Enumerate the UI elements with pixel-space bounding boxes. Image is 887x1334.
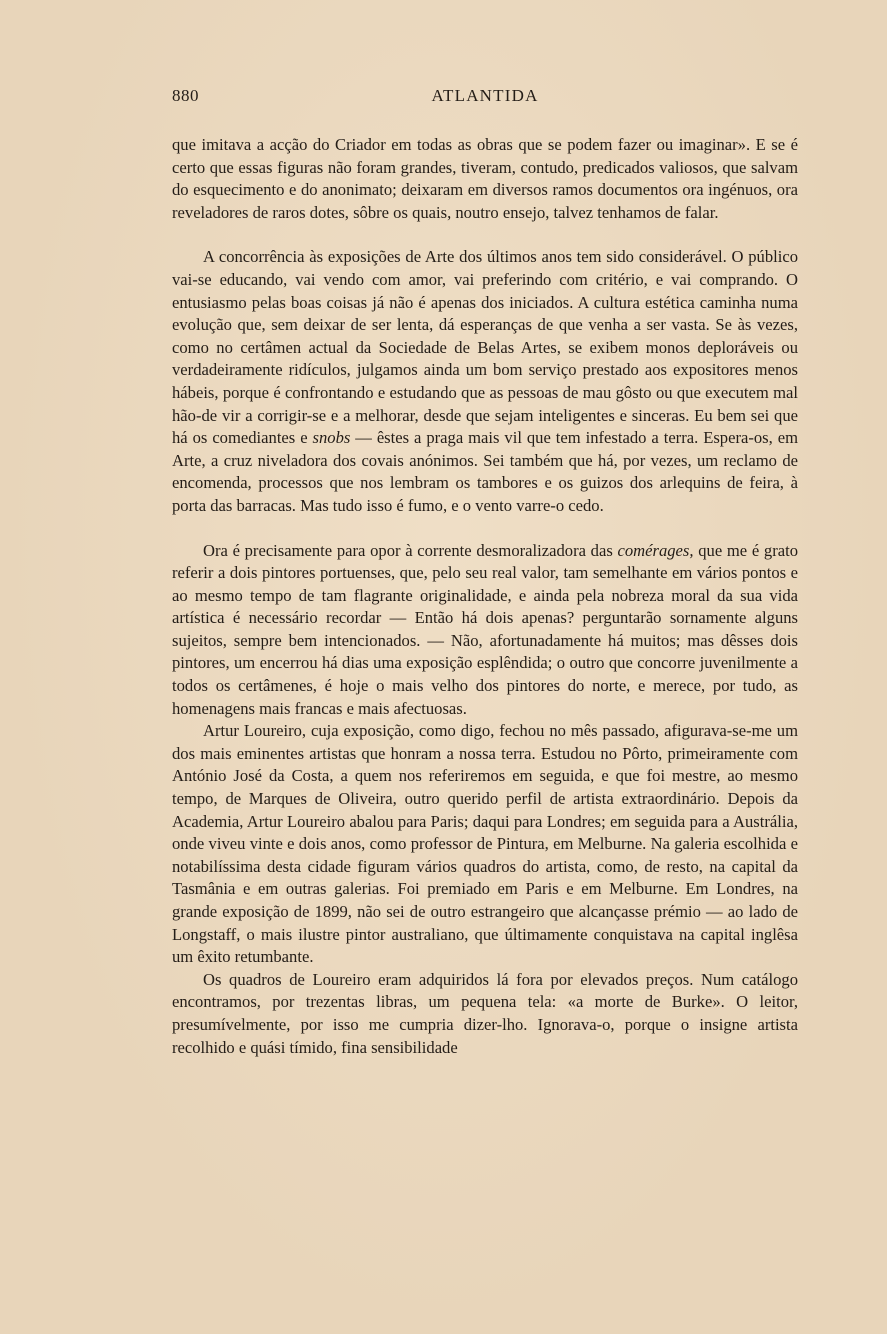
paragraph — [172, 246, 798, 517]
page-header — [172, 86, 798, 112]
paragraph — [172, 720, 798, 969]
text-run: Os quadros de Loureiro eram adquiridos lá fora por elevados preços. Num catálogo encontramos, por trezentas libras, um pequena tela: «a morte de Burke». O leitor, presumívelmente, por isso me cumpria dizer-lho. Ignorava-o, porque o insigne artista recolhido e quási tímido, fina sensibilidade — [172, 969, 798, 1057]
text-run: que me é grato referir a dois pintores portuenses, que, pelo seu real valor, tam semelhante em vários pontos e ao mesmo tempo de tam flagrante originalidade, e ainda pela nobreza moral da sua vida artística é necessário recordar — Então há dois apenas? perguntarão sornamente alguns sujeitos, sempre bem intencionados. — Não, afortunadamente há muitos; mas dêsses dois pintores, um encerrou há dias uma exposição esplêndida; o outro que concorre juvenilmente a todos os certâmenes, é hoje o mais velho dos pintores do norte, e merece, por tudo, as homenagens mais francas e mais afectuosas. — [172, 540, 798, 718]
page-number: 880 — [172, 86, 199, 105]
running-title: ATLANTIDA — [431, 86, 539, 105]
text-run: A concorrência às exposições de Arte dos últimos anos tem sido considerável. O público vai-se educando, vai vendo com amor, vai preferindo com critério, e vai comprando. O entusiasmo pelas boas coisas já não é apenas dos iniciados. A cultura estética caminha numa evolução que, sem deixar de ser lenta, dá esperanças de que venha a ser vasta. Se às vezes, como no certâmen actual da Sociedade de Belas Artes, se exibem monos deploráveis ou verdadeiramente ridículos, julgamos ainda um bom serviço prestado aos expositores menos hábeis, porque é confrontando e estudando que as pessoas de mau gôsto ou que executem mal hão-de vir a corrigir-se e a melhorar, desde que sejam inteligentes e sinceras. Eu bem sei que há os comediantes e — [172, 247, 798, 448]
italic-text: comérages, — [617, 540, 694, 560]
text-run: — êstes a praga mais vil que tem infestado a terra. Espera-os, em Arte, a cruz niveladora dos covais anónimos. Sei também que há, por vezes, um reclamo de encomenda, processos que nos lembram os tambores e os guizos dos arlequins de feira, à porta das barracas. Mas tudo isso é fumo, e o vento varre-o cedo. — [172, 428, 798, 515]
italic-text: snobs — [312, 428, 351, 448]
paragraph — [172, 134, 798, 224]
article-body — [172, 134, 798, 1059]
paragraph — [172, 969, 798, 1059]
text-run: Ora é precisamente para opor à corrente desmoralizadora das — [203, 540, 618, 560]
paragraph — [172, 540, 798, 721]
text-run: que imitava a acção do Criador em todas as obras que se podem fazer ou imaginar». E se é certo que essas figuras não foram grandes, tiveram, contudo, predicados valiosos, que salvam do esquecimento e do anonimato; deixaram em diversos ramos documentos ora ingénuos, ora reveladores de raros dotes, sôbre os quais, noutro ensejo, talvez tenhamos de falar. — [172, 135, 798, 222]
text-run: Artur Loureiro, cuja exposição, como digo, fechou no mês passado, afigurava-se-me um dos mais eminentes artistas que honram a nossa terra. Estudou no Pôrto, primeiramente com António José da Costa, a quem nos referiremos em seguida, e que foi mestre, ao mesmo tempo, de Marques de Oliveira, outro querido perfil de artista extraordinário. Depois da Academia, Artur Loureiro abalou para Paris; daqui para Londres; em seguida para a Austrália, onde viveu vinte e dois anos, como professor de Pintura, em Melburne. Na galeria escolhida e notabilíssima desta cidade figuram vários quadros do artista, como, de resto, na capital da Tasmânia e em outras galerias. Foi premiado em Paris e em Melburne. Em Londres, na grande exposição de 1899, não sei de outro estrangeiro que alcançasse prémio — ao lado de Longstaff, o mais ilustre pintor australiano, que últimamente conquistava na capital inglêsa um êxito retumbante. — [172, 721, 798, 967]
